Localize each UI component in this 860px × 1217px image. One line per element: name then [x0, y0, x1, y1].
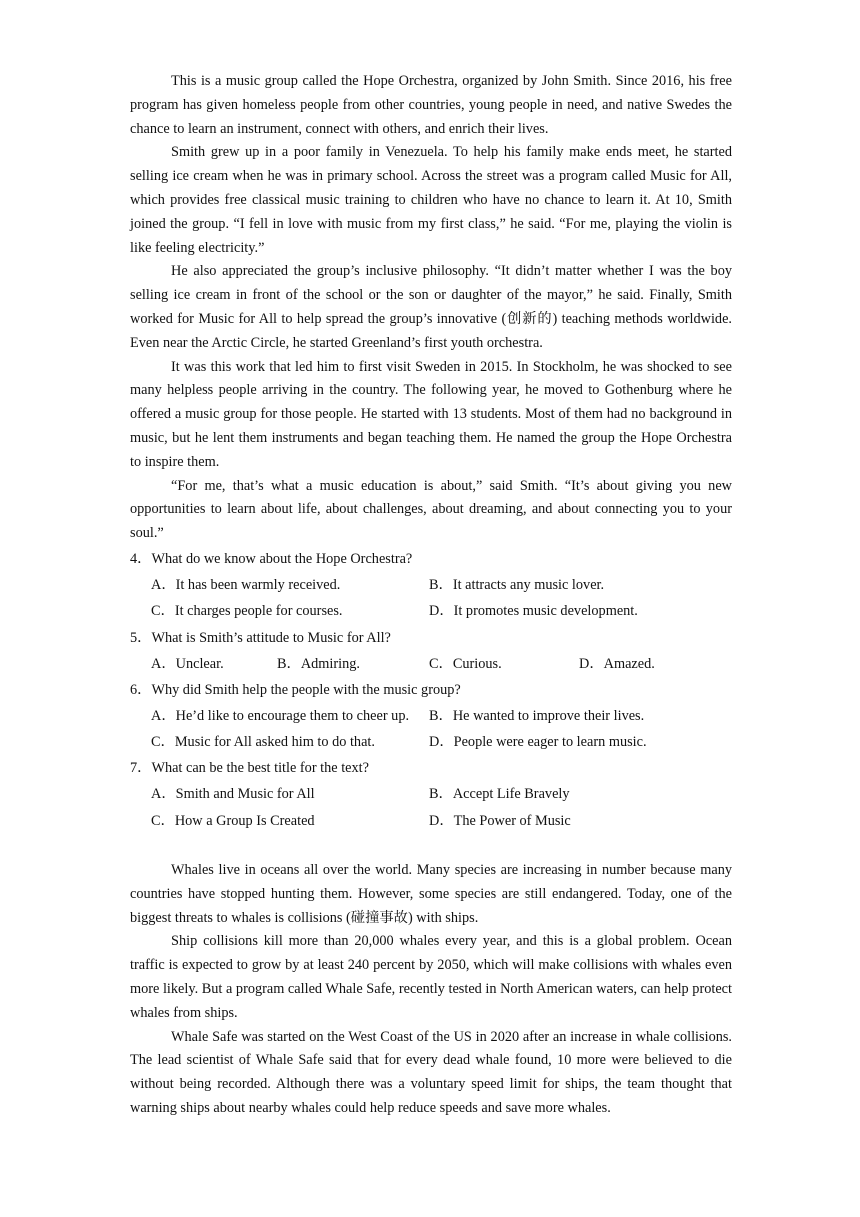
- question-6-options-row-1: [130, 703, 732, 729]
- question-6-option-d: D．People were eager to learn music.: [429, 734, 647, 751]
- question-7-option-d: D．The Power of Music: [429, 812, 571, 829]
- question-6-stem: 6．Why did Smith help the people with the music group?: [130, 681, 461, 698]
- paragraph: Smith grew up in a poor family in Venezuela. To help his family make ends meet, he started selling ice cream when he was in primary school. Across the street was a program called Music for All, which provides free classical music training to children who have no chance to learn it. At 10, Smith joined the group. “I fell in love with music from my first class,” he said. “For me, playing the violin is like feeling electricity.”: [130, 144, 732, 256]
- question-5-option-b: B．Admiring.: [277, 655, 361, 672]
- section-spacer: [130, 834, 732, 859]
- question-5-option-a: A．Unclear.: [151, 655, 224, 672]
- paragraph: Ship collisions kill more than 20,000 whales every year, and this is a global problem. Ocean traffic is expected to grow by at least 240 percent by 2050, which will make collisions with whales even more likely. But a program called Whale Safe, recently tested in North American waters, can help protect whales from ships.: [130, 933, 732, 1021]
- question-7-option-b: B．Accept Life Bravely: [429, 786, 570, 803]
- question-5-stem: 5．What is Smith’s attitude to Music for All?: [130, 629, 391, 646]
- paragraph: He also appreciated the group’s inclusive philosophy. “It didn’t matter whether I was the boy selling ice cream in front of the school or the son or daughter of the mayor,” he said. Finally, Smith worked for Music for All to help spread the group’s innovative (创新的) teaching methods worldwide. Even near the Arctic Circle, he started Greenland’s first youth orchestra.: [130, 263, 732, 351]
- question-6-option-b: B．He wanted to improve their lives.: [429, 707, 645, 724]
- question-6-option-c: C．Music for All asked him to do that.: [151, 734, 375, 751]
- question-4-option-a: A．It has been warmly received.: [151, 576, 341, 593]
- document-page: [130, 70, 732, 1121]
- question-4-option-d: D．It promotes music development.: [429, 603, 638, 620]
- question-5-options-row: [130, 651, 732, 677]
- passage-hope-orchestra: [130, 70, 732, 546]
- question-7-options-row-1: [130, 781, 732, 807]
- question-block: [130, 546, 732, 834]
- question-7-option-a: A．Smith and Music for All: [151, 786, 315, 803]
- question-7-option-c: C．How a Group Is Created: [151, 812, 315, 829]
- paragraph: It was this work that led him to first visit Sweden in 2015. In Stockholm, he was shocked to see many helpless people arriving in the country. The following year, he moved to Gothenburg where he offered a music group for those people. He started with 13 students. Most of them had no background in music, but he lent them instruments and began teaching them. He named the group the Hope Orchestra to inspire them.: [130, 358, 732, 470]
- question-4-option-c: C．It charges people for courses.: [151, 603, 343, 620]
- paragraph: This is a music group called the Hope Orchestra, organized by John Smith. Since 2016, his free program has given homeless people from other countries, young people in need, and native Swedes the chance to learn an instrument, connect with others, and enrich their lives.: [130, 73, 732, 137]
- question-7-options-row-2: [130, 808, 732, 834]
- passage-whale-safe: [130, 859, 732, 1121]
- question-6-option-a: A．He’d like to encourage them to cheer up.: [151, 707, 410, 724]
- question-6-options-row-2: [130, 729, 732, 755]
- question-4-stem: 4．What do we know about the Hope Orchestra?: [130, 550, 413, 567]
- question-5-option-d: D．Amazed.: [579, 655, 655, 672]
- question-7-stem: 7．What can be the best title for the text?: [130, 760, 369, 777]
- question-5-option-c: C．Curious.: [429, 655, 502, 672]
- question-4-options-row-2: [130, 598, 732, 624]
- question-4-options-row-1: [130, 572, 732, 598]
- paragraph: “For me, that’s what a music education is about,” said Smith. “It’s about giving you new opportunities to learn about life, about challenges, about dreaming, and about connecting you to your soul.”: [130, 477, 732, 542]
- paragraph: Whale Safe was started on the West Coast of the US in 2020 after an increase in whale collisions. The lead scientist of Whale Safe said that for every dead whale found, 10 more were believed to die without being recorded. Although there was a voluntary speed limit for ships, the team thought that warning ships about nearby whales could help reduce speeds and save more whales.: [130, 1028, 732, 1116]
- paragraph: Whales live in oceans all over the world. Many species are increasing in number because many countries have stopped hunting them. However, some species are still endangered. Today, one of the biggest threats to whales is collisions (碰撞事故) with ships.: [130, 862, 732, 926]
- question-4-option-b: B．It attracts any music lover.: [429, 576, 605, 593]
